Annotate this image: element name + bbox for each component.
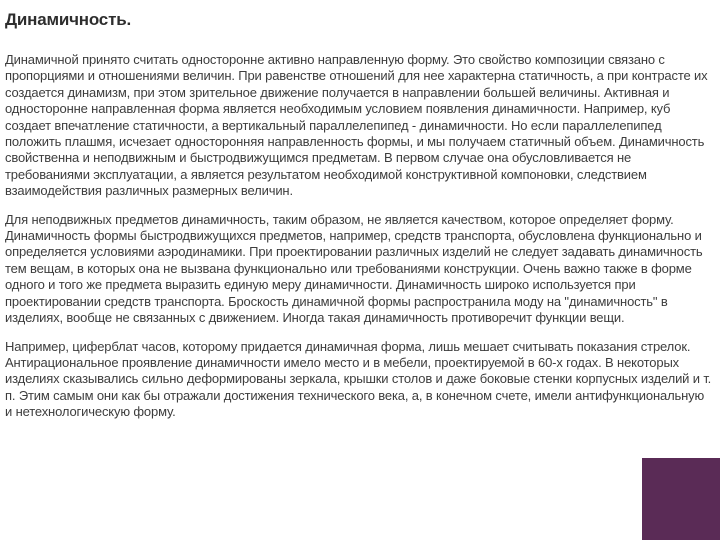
paragraph-3: Например, циферблат часов, которому придается динамичная форма, лишь мешает считывать показания стрелок. Антирациональное проявление динамичности имело место и в мебели, проектируемой в 60-х годах. В некоторых изделиях сказывались сильно деформированы зеркала, крышки столов и даже боковые стенки корпусных изделий и т. п. Этим самым они как бы отражали достижения технического века, а, в конечном счете, имели антифункциональную и нетехнологическую форму. xyxy=(5,338,712,420)
slide-body xyxy=(5,52,713,433)
paragraph-2: Для неподвижных предметов динамичность, таким образом, не является качеством, которое определяет форму. Динамичность формы быстродвижущихся предметов, например, средств транспорта, обусловлена функционально и определяется условиями аэродинамики. При проектировании различных изделий не следует задавать динамичность тем вещам, в которых она не вызвана функционально или требованиями конструкции. Очень важно также в форме одного и того же предмета выразить единую меру динамичности. Динамичность широко используется при проектировании средств транспорта. Броскость динамичной формы распространила моду на "динамичность" в изделиях, вообще не связанных с движением. Иногда такая динамичность противоречит функции вещи. xyxy=(5,211,703,326)
paragraph-1: Динамичной принято считать односторонне активно направленную форму. Это свойство композиции связано с пропорциями и отношениями величин. При равенстве отношений для нее характерна статичность, а при контрасте их создается динамизм, при этом зрительное движение получается в направлении большей величины. Активная и односторонне направленная форма является необходимым условием появления динамичности. Например, куб создает впечатление статичности, а вертикальный параллелепипед - динамичности. Но если параллелепипед положить плашмя, исчезает односторонняя направленность формы, и мы получаем статичный объем. Динамичность свойственна и неподвижным и быстродвижущимся предметам. В первом случае она обусловливается не требованиями эксплуатации, а является результатом необходимой конструктивной компоновки, следствием взаимодействия различных размерных величин. xyxy=(5,52,708,199)
decorative-corner-box xyxy=(642,458,720,540)
slide-title: Динамичность. xyxy=(5,10,131,29)
